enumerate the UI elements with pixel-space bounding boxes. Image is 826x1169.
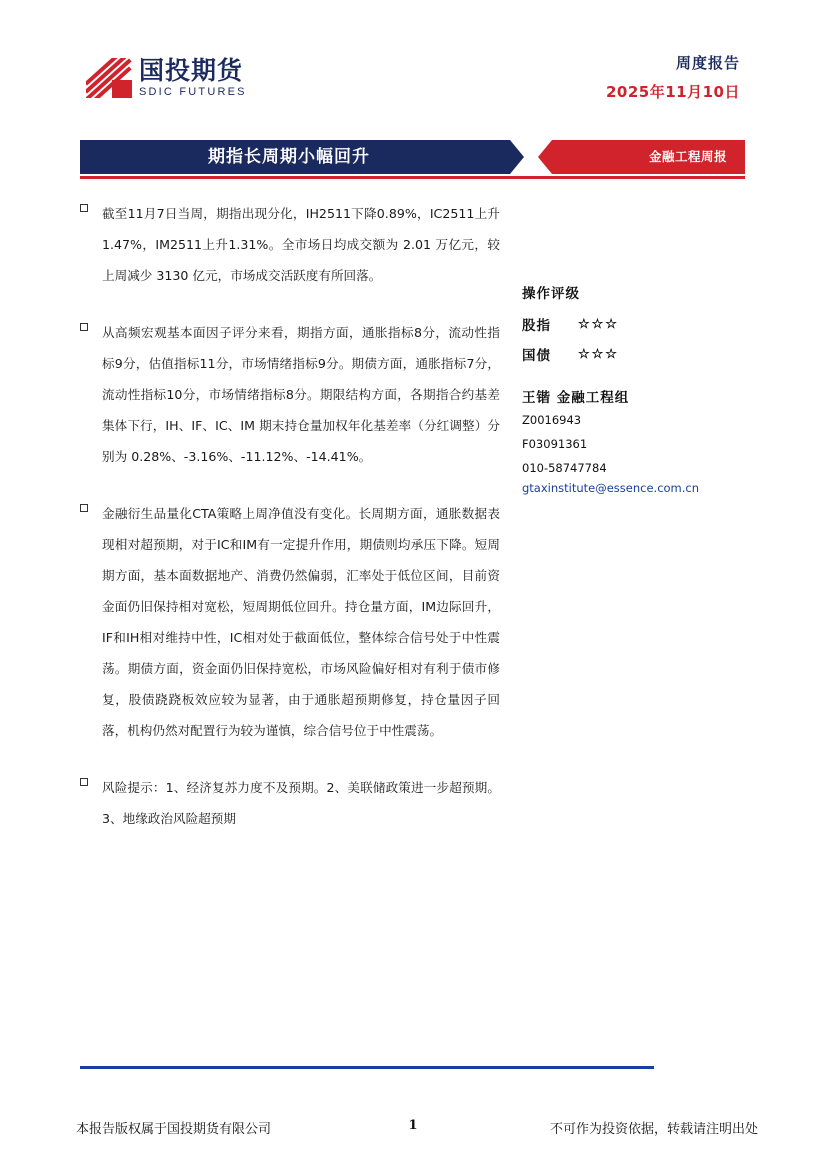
footer-disclaimer: 不可作为投资依据，转载请注明出处: [549, 1122, 758, 1137]
list-item: [80, 198, 500, 291]
list-item: [80, 772, 500, 834]
footer-copyright: 本报告版权属于国投期货有限公司: [76, 1122, 272, 1137]
square-bullet-icon: [80, 204, 88, 212]
analyst-phone: 010-58747784: [522, 461, 607, 475]
square-bullet-icon: [80, 778, 88, 786]
bullet-text: 截至11月7日当周，期指出现分化，IH2511下降0.89%，IC2511上升1.47%，IM2511上升1.31%。全市场日均成交额为 2.01 万亿元，较上周减少 3130 亿元，市场成交活跃度有所回落。: [102, 206, 500, 283]
report-date-label: 2025年11月10日: [606, 83, 740, 101]
square-bullet-icon: [80, 504, 88, 512]
page-footer: [0, 1118, 826, 1144]
logo-mark-icon: [86, 58, 132, 98]
star-rating-icon: ☆☆☆: [578, 346, 619, 362]
company-logo: [86, 58, 247, 98]
rating-label: 股指: [522, 318, 551, 334]
bullet-text: 风险提示：1、经济复苏力度不及预期。2、美联储政策进一步超预期。3、地缘政治风险超预期: [102, 780, 500, 826]
rating-row-stock-index: [522, 314, 712, 334]
analyst-license-primary: Z0016943: [522, 413, 582, 427]
header-meta: [606, 52, 740, 102]
bullet-text: 金融衍生品量化CTA策略上周净值没有变化。长周期方面，通胀数据表现相对超预期，对于IC和IM有一定提升作用，期债则均承压下降。短周期方面，基本面数据地产、消费仍然偏弱，汇率处于低位区间，目前资金面仍旧保持相对宽松，短周期低位回升。持仓量方面，IM边际回升，IF和IH相对维持中性，IC相对处于截面低位，整体综合信号处于中性震荡。期债方面，资金面仍旧保持宽松，市场风险偏好相对有利于债市修复，股债跷跷板效应较为显著，由于通胀超预期修复，持仓量因子回落，机构仍然对配置行为较为谨慎，综合信号位于中性震荡。: [102, 506, 500, 738]
analyst-email[interactable]: gtaxinstitute@essence.com.cn: [522, 481, 700, 495]
list-item: [80, 498, 500, 746]
title-underline: [80, 176, 745, 179]
title-banner: [80, 140, 745, 174]
list-item: [80, 317, 500, 472]
analyst-license-secondary: F03091361: [522, 437, 588, 451]
logo-name-cn: 国投期货: [139, 56, 244, 85]
category-badge: 金融工程周报: [648, 149, 727, 164]
sidebar-info-panel: [522, 282, 712, 498]
report-type-label: 周度报告: [675, 54, 740, 72]
footer-divider: [80, 1066, 654, 1069]
analyst-name: 王锴 金融工程组: [522, 390, 630, 406]
square-bullet-icon: [80, 323, 88, 331]
rating-label: 国债: [522, 348, 551, 364]
logo-name-en: SDIC FUTURES: [139, 86, 247, 99]
summary-bullet-list: [80, 198, 500, 860]
rating-row-treasury: [522, 344, 712, 364]
bullet-text: 从高频宏观基本面因子评分来看，期指方面，通胀指标8分，流动性指标9分，估值指标11分，市场情绪指标9分。期债方面，通胀指标7分，流动性指标10分，市场情绪指标8分。期限结构方面，各期指合约基差集体下行，IH、IF、IC、IM 期末持仓量加权年化基差率（分红调整）分别为 0.28%、-3.16%、-11.12%、-14.41%。: [102, 325, 500, 464]
page-header: [0, 0, 826, 118]
logo-text: [139, 58, 247, 98]
star-rating-icon: ☆☆☆: [578, 316, 619, 332]
page-title: 期指长周期小幅回升: [208, 147, 370, 167]
rating-heading: 操作评级: [522, 286, 580, 302]
page-number: 1: [408, 1118, 418, 1133]
